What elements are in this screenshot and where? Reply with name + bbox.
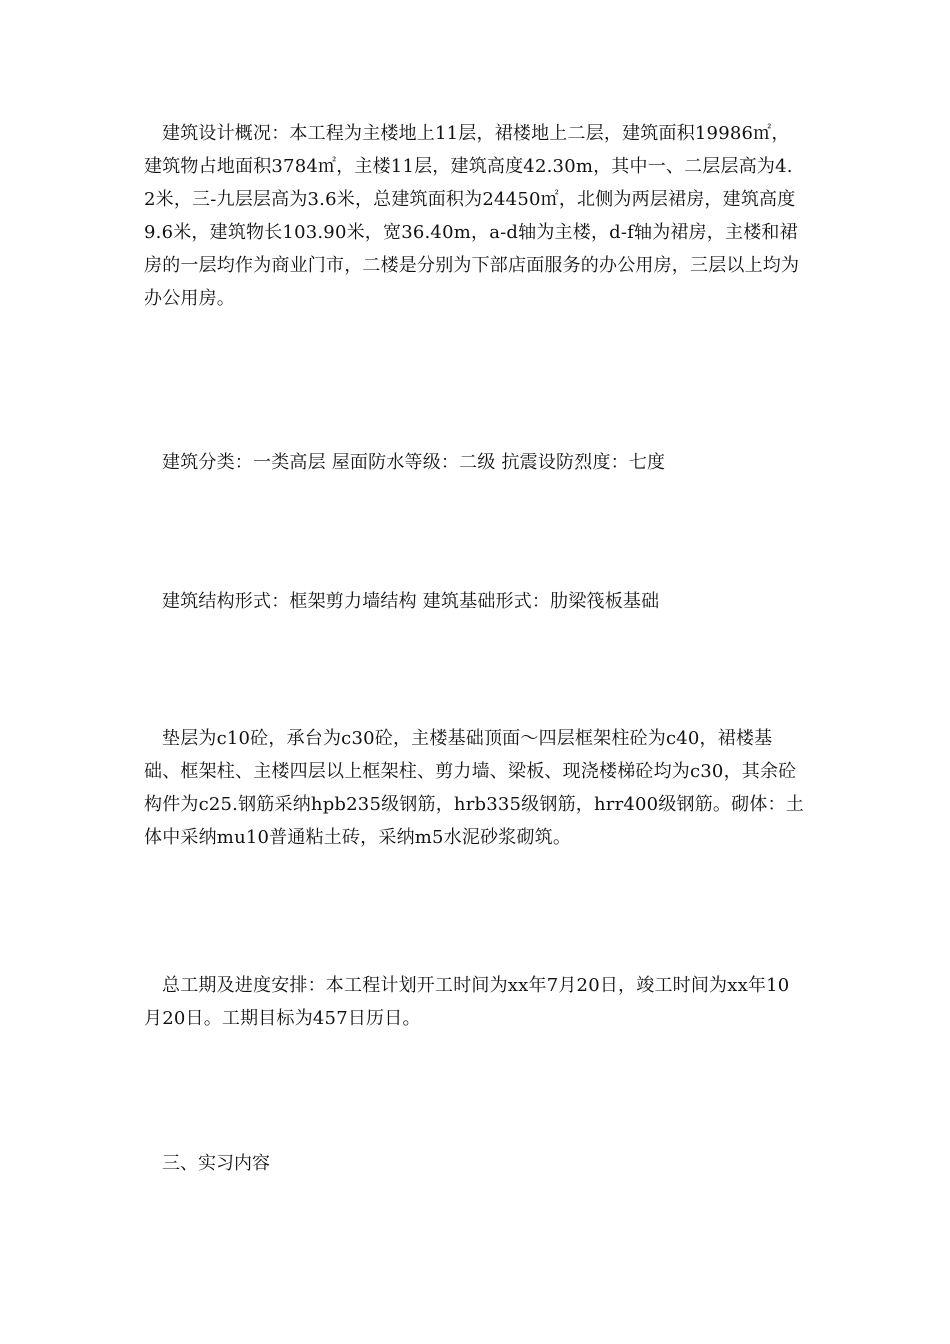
section-heading: 三、实习内容 xyxy=(162,1153,270,1174)
paragraph-schedule: 总工期及进度安排：本工程计划开工时间为xx年7月20日，竣工时间为xx年10月20日。工期目标为457日历日。 xyxy=(144,975,790,1029)
paragraph-building-classification: 建筑分类：一类高层 屋面防水等级：二级 抗震设防烈度：七度 xyxy=(162,452,666,473)
paragraph-materials: 垫层为c10砼，承台为c30砼，主楼基础顶面～四层框架柱砼为c40，裙楼基础、框架柱、主楼四层以上框架柱、剪力墙、梁板、现浇楼梯砼均为c30，其余砼构件为c25.钢筋采纳hpb235级钢筋，hrb335级钢筋，hrr400级钢筋。砌体：土体中采纳mu10普通粘土砖，采纳m5水泥砂浆砌筑。 xyxy=(144,728,804,848)
paragraph-design-overview: 建筑设计概况：本工程为主楼地上11层，裙楼地上二层，建筑面积19986㎡，建筑物占地面积3784㎡，主楼11层，建筑高度42.30m，其中一、二层层高为4.2米，三-九层层高为3.6米，总建筑面积为24450㎡，北侧为两层裙房，建筑高度9.6米，建筑物长103.90米，宽36.40m，a-d轴为主楼，d-f轴为裙房，主楼和裙房的一层均作为商业门市，二楼是分别为下部店面服务的办公用房，三层以上均为办公用房。 xyxy=(144,123,800,309)
paragraph-structure-form: 建筑结构形式：框架剪力墙结构 建筑基础形式：肋梁筏板基础 xyxy=(162,591,660,612)
